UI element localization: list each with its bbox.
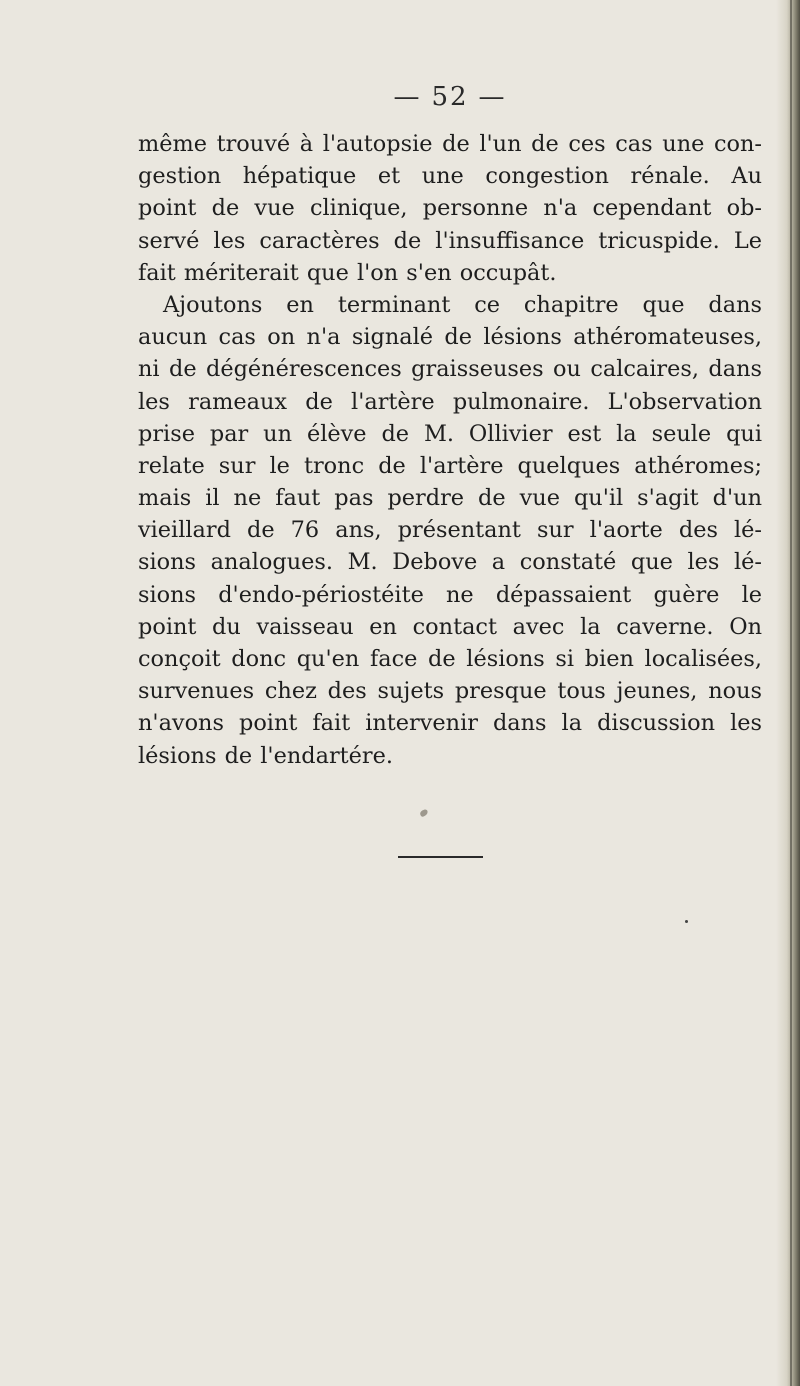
text-line: vieillard de 76 ans, présentant sur l'aorte des lé-	[138, 517, 762, 544]
text-line: aucun cas on n'a signalé de lésions athéromateuses,	[138, 324, 762, 351]
ink-speck	[419, 809, 429, 818]
text-line: prise par un élève de M. Ollivier est la seule qui	[138, 420, 762, 447]
text-line: ni de dégénérescences graisseuses ou calcaires, dans	[138, 356, 762, 383]
text-line: même trouvé à l'autopsie de l'un de ces cas une con-	[138, 131, 762, 157]
text-line: point de vue clinique, personne n'a cependant ob-	[138, 195, 762, 222]
text-line: lésions de l'endartére.	[138, 742, 393, 769]
text-line: servé les caractères de l'insuffisance tricuspide. Le	[138, 227, 762, 254]
ink-dot	[685, 920, 688, 923]
page-edge-shadow	[776, 0, 800, 1386]
text-line: point du vaisseau en contact avec la caverne. On	[138, 613, 762, 640]
page-number	[0, 82, 800, 112]
text-line: fait mériterait que l'on s'en occupât.	[138, 259, 557, 286]
end-rule	[398, 856, 483, 858]
text-line: les rameaux de l'artère pulmonaire. L'observation	[138, 388, 762, 415]
body-text	[138, 128, 762, 772]
text-line: Ajoutons en terminant ce chapitre que dans	[163, 291, 762, 318]
text-line: n'avons point fait intervenir dans la discussion les	[138, 710, 762, 737]
text-line: gestion hépatique et une congestion rénale. Au	[138, 163, 762, 190]
text-line: conçoit donc qu'en face de lésions si bien localisées,	[138, 646, 762, 672]
text-line: survenues chez des sujets presque tous jeunes, nous	[138, 678, 762, 705]
text-line: mais il ne faut pas perdre de vue qu'il s'agit d'un	[138, 485, 762, 512]
text-line: sions analogues. M. Debove a constaté que les lé-	[138, 549, 762, 576]
page-number-value: 52	[431, 82, 469, 112]
page-edge-line	[790, 0, 792, 1386]
page-number-prefix: —	[393, 82, 422, 112]
text-line: relate sur le tronc de l'artère quelques athéromes;	[138, 452, 762, 479]
page-number-suffix: —	[478, 82, 507, 112]
text-line: sions d'endo-périostéite ne dépassaient guère le	[138, 581, 762, 608]
